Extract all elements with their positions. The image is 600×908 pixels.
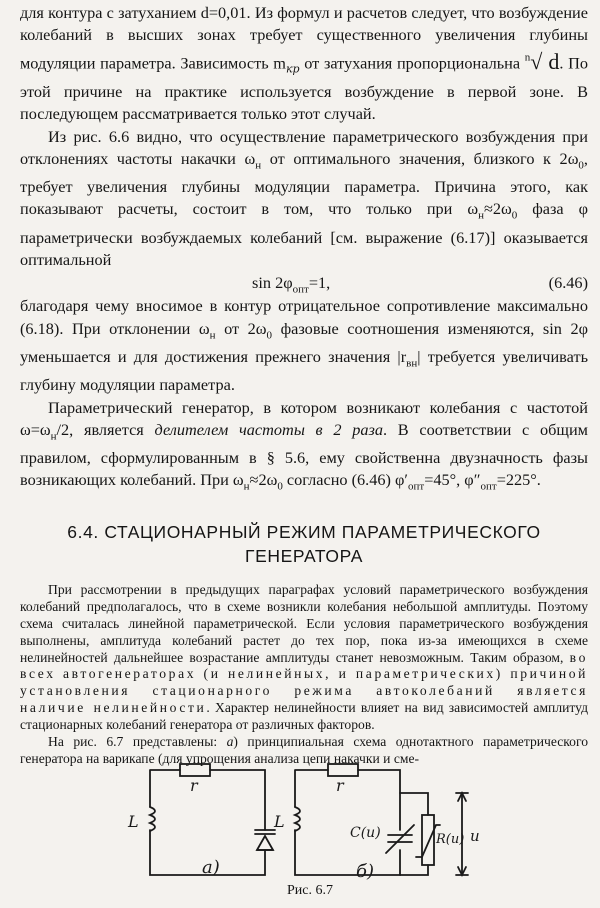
equation-6-46: $\sin 2\varphi_{опт}=1$, (6.46) [252,273,588,296]
label-a: a) [202,857,220,878]
emphasis-frequency-divider: делителем частоты в 2 раза [154,419,383,439]
inductor-l-b [295,807,300,831]
figure-caption: Рис. 6.7 [287,883,333,898]
label-r-b: r [336,776,344,795]
paragraph-4: Параметрический генератор, в котором возникают колебания с частотой $\omega=\omega_н/2$, является делителем частоты в 2 раза. В соответствии с общим правилом, сформулированным в § 5.6, ему свойственна двузначность фазы возникающих колебаний. При $\omega_н\approx 2\omega_0$ согласно (6.46) $\varphi'_{опт}=45^\circ$, $\varphi''_{опт}=225^\circ$. [20,397,588,493]
small-paragraph-2: На рис. 6.7 представлены: а) принципиальная схема однотактного параметрического генератора на варикапе (для упрощения анализа цепи накачки и сме- [20,734,588,766]
paragraph-2: Из рис. 6.6 видно, что осуществление параметрического возбуждения при отклонениях частоты накачки $\omega_н$ от оптимального значения, близкого к $2\omega_0$, требует увеличения глубины модуляции параметра. Причина этого, как показывают расчеты, состоит в том, что только при $\omega_н\approx 2\omega_0$ фаза φ параметрически возбуждаемых колебаний [см. выражение (6.17)] оказывается оптимальной [20,126,588,270]
figure-6-7 [120,755,500,905]
page-text [20,2,588,768]
label-u: u [470,827,480,845]
equation-number: (6.46) [548,273,588,293]
label-r-u: R(u) [436,832,465,847]
paragraph-3: благодаря чему вносимое в контур отрицательное сопротивление максимально (6.18). При отклонении $\omega_н$ от $2\omega_0$ фазовые соотношения изменяются, sin 2φ уменьшается и для достижения прежнего значения $|r_{вн}|$ требуется увеличивать глубину модуляции параметра. [20,296,588,395]
label-r-a: r [190,776,198,795]
spaced-emphasis: во всех автогенераторах (и нелинейных, и параметрических) причиной установления стационарного режима автоколебаний является наличие нелинейности [20,649,588,716]
circuit-b [295,764,468,875]
label-c-u: C(u) [350,825,381,841]
section-heading: 6.4. СТАЦИОНАРНЫЙ РЕЖИМ ПАРАМЕТРИЧЕСКОГО ГЕНЕРАТОРА [67,521,541,566]
label-l-b: L [274,812,285,831]
label-b: б) [356,861,375,882]
root-expression: $^n$√ d [524,48,560,74]
small-paragraph-1: При рассмотрении в предыдущих параграфах условий параметрического возбуждения колебаний предполагалось, что в схеме возникли колебания небольшой амплитуды. Поэтому схема считалась линейной параметрической. Если условия параметрического возбуждения выполнены, амплитуда колебаний растет до тех пор, пока из-за имеющихся в схеме нелинейностей дальнейшее возрастание амплитуды станет невозможным. Таким образом, во всех автогенераторах (и нелинейных, и параметрических) причиной установления стационарного режима автоколебаний является наличие нелинейности. Характер нелинейности влияет на вид зависимостей амплитуд стационарных колебаний генератора от различных факторов. [20,581,588,733]
inductor-l-a [150,807,155,831]
resistor-r-a [180,764,210,776]
paragraph-1: для контура с затуханием d=0,01. Из формул и расчетов следует, что возбуждение колебаний в высших зонах требует существенного увеличения глубины модуляции параметра. Зависимость $m_{кр}$ от затухания пропорциональна $^n$√ d. По этой причине на практике используется возбуждение в первой зоне. В последующем рассматривается только этот случай. [20,3,588,124]
resistor-r-b [328,764,358,776]
varicap-diode [255,830,275,850]
label-l-a: L [128,812,139,831]
